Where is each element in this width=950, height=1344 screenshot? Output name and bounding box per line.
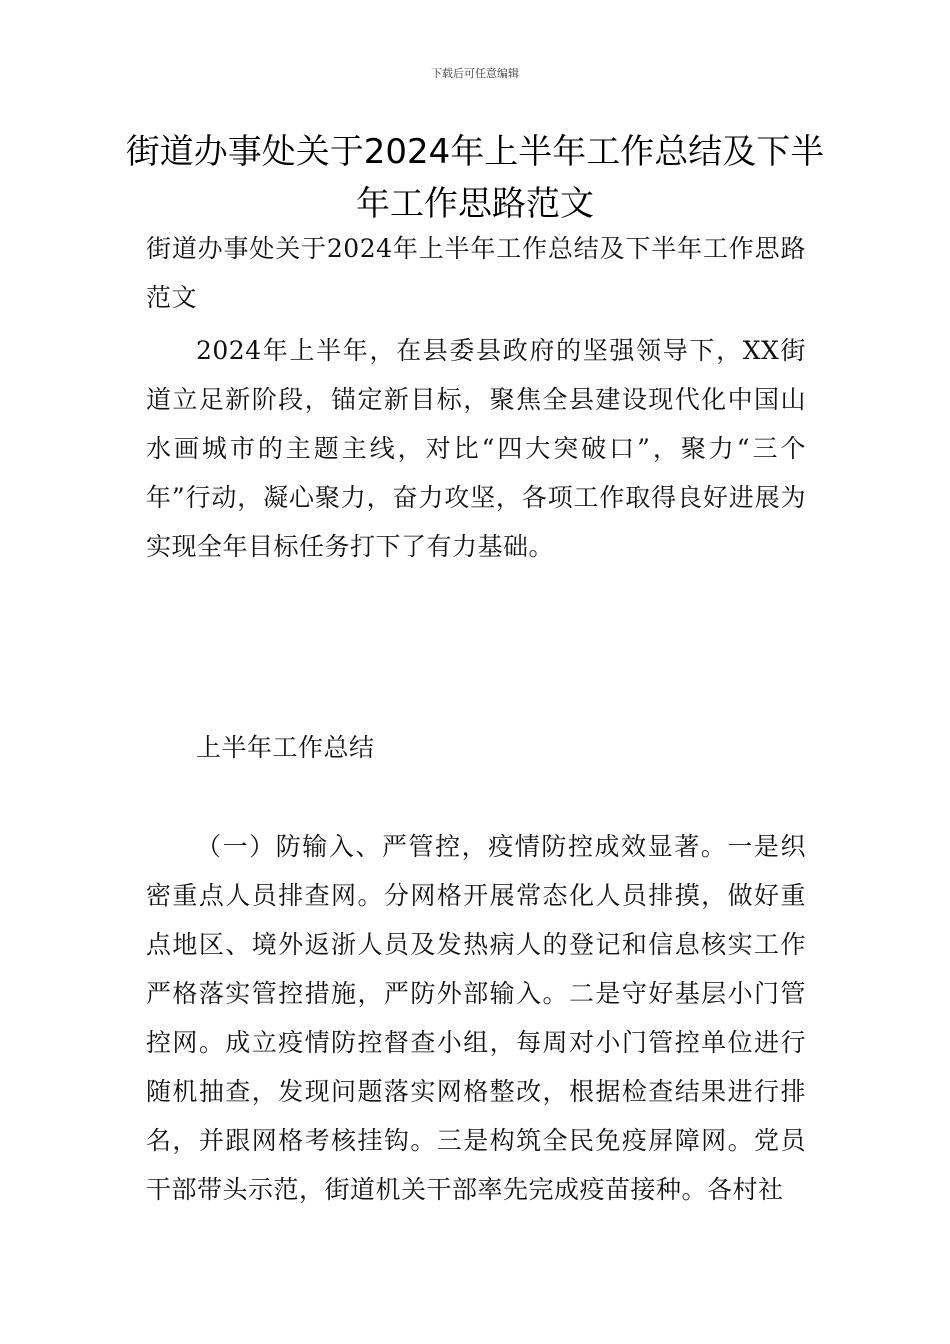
header-note: 下载后可任意编辑 xyxy=(431,67,519,80)
document-subtitle: 街道办事处关于2024年上半年工作总结及下半年工作思路范文 xyxy=(146,234,806,312)
document-title: 街道办事处关于2024年上半年工作总结及下半年工作思路范文 xyxy=(125,132,825,224)
body-paragraph: （一）防输入、严管控，疫情防控成效显著。一是织密重点人员排查网。分网格开展常态化人员排摸，做好重点地区、境外返浙人员及发热病人的登记和信息核实工作严格落实管控措施，严防外部输入。二是守好基层小门管控网。成立疫情防控督查小组，每周对小门管控单位进行随机抽查，发现问题落实网格整改，根据检查结果进行排名，并跟网格考核挂钩。三是构筑全民免疫屏障网。党员干部带头示范，街道机关干部率先完成疫苗接种。各村社 xyxy=(146,832,806,1204)
section-heading: 上半年工作总结 xyxy=(196,733,375,762)
intro-paragraph: 2024年上半年，在县委县政府的坚强领导下，XX街道立足新阶段，锚定新目标，聚焦全县建设现代化中国山水画城市的主题主线，对比“四大突破口”，聚力“三个年”行动，凝心聚力，奋力攻坚，各项工作取得良好进展为实现全年目标任务打下了有力基础。 xyxy=(146,336,806,561)
